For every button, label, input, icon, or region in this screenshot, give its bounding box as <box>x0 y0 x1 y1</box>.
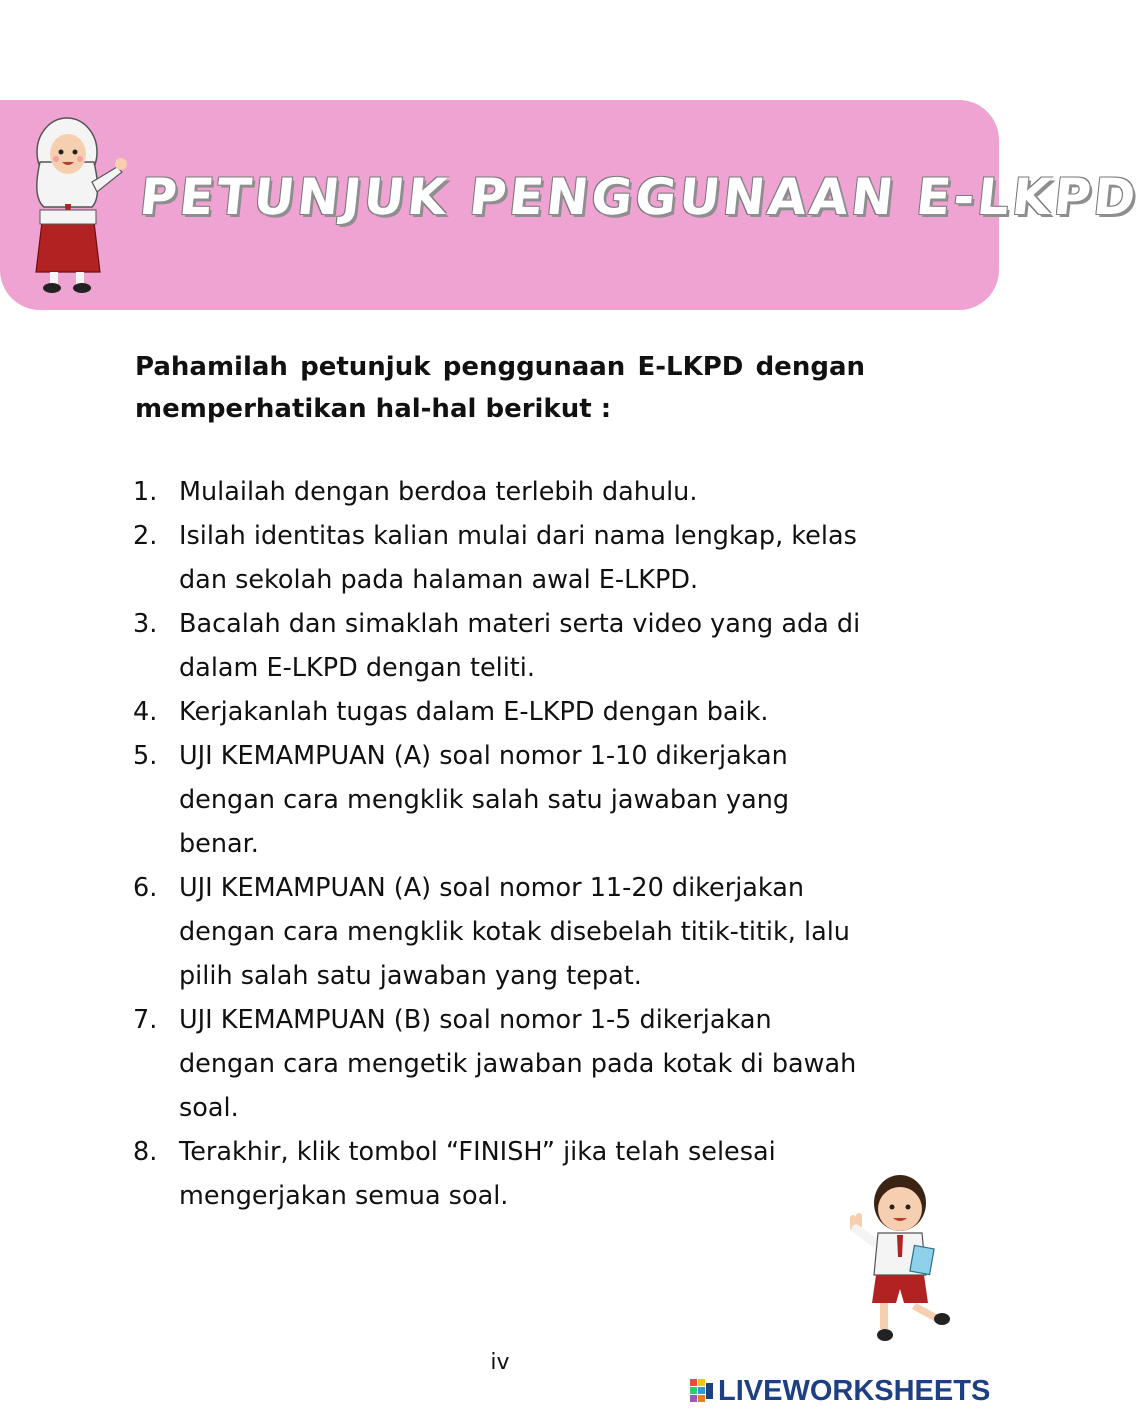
instruction-list <box>133 470 873 1218</box>
list-item <box>133 602 873 690</box>
list-item-text: UJI KEMAMPUAN (A) soal nomor 1-10 dikerjakan dengan cara mengklik salah satu jawaban yang benar. <box>179 741 790 859</box>
page-title: PETUNJUK PENGGUNAAN E-LKPD <box>136 168 1141 226</box>
list-item-text: Terakhir, klik tombol “FINISH” jika telah selesai mengerjakan semua soal. <box>179 1137 776 1211</box>
list-item <box>133 514 873 602</box>
list-item-text: Kerjakanlah tugas dalam E-LKPD dengan baik. <box>179 697 769 727</box>
list-item-number: 6. <box>133 873 158 903</box>
list-item-text: Isilah identitas kalian mulai dari nama lengkap, kelas dan sekolah pada halaman awal E-LKPD. <box>179 521 857 595</box>
list-item-number: 7. <box>133 1005 158 1035</box>
list-item-text: UJI KEMAMPUAN (A) soal nomor 11-20 dikerjakan dengan cara mengklik kotak disebelah titik-titik, lalu pilih salah satu jawaban yang tepat. <box>179 873 850 991</box>
list-item-number: 1. <box>133 477 158 507</box>
intro-text: Pahamilah petunjuk penggunaan E-LKPD dengan memperhatikan hal-hal berikut : <box>135 352 865 424</box>
list-item <box>133 866 873 998</box>
list-item <box>133 470 873 514</box>
list-item-number: 4. <box>133 697 158 727</box>
brand-name: LIVEWORKSHEETS <box>718 1374 991 1407</box>
liveworksheets-logo-icon <box>690 1379 714 1403</box>
list-item-text: Bacalah dan simaklah materi serta video yang ada di dalam E-LKPD dengan teliti. <box>179 609 861 683</box>
list-item <box>133 690 873 734</box>
list-item-number: 2. <box>133 521 158 551</box>
list-item-number: 5. <box>133 741 158 771</box>
list-item-text: Mulailah dengan berdoa terlebih dahulu. <box>179 477 698 507</box>
list-item <box>133 734 873 866</box>
girl-student-illustration <box>22 112 132 297</box>
list-item-number: 8. <box>133 1137 158 1167</box>
liveworksheets-brand <box>690 1376 990 1406</box>
boy-student-illustration <box>842 1165 962 1350</box>
list-item-number: 3. <box>133 609 158 639</box>
list-item <box>133 998 873 1130</box>
list-item-text: UJI KEMAMPUAN (B) soal nomor 1-5 dikerjakan dengan cara mengetik jawaban pada kotak di bawah soal. <box>179 1005 857 1123</box>
page-number: iv <box>490 1350 510 1375</box>
list-item <box>133 1130 873 1218</box>
